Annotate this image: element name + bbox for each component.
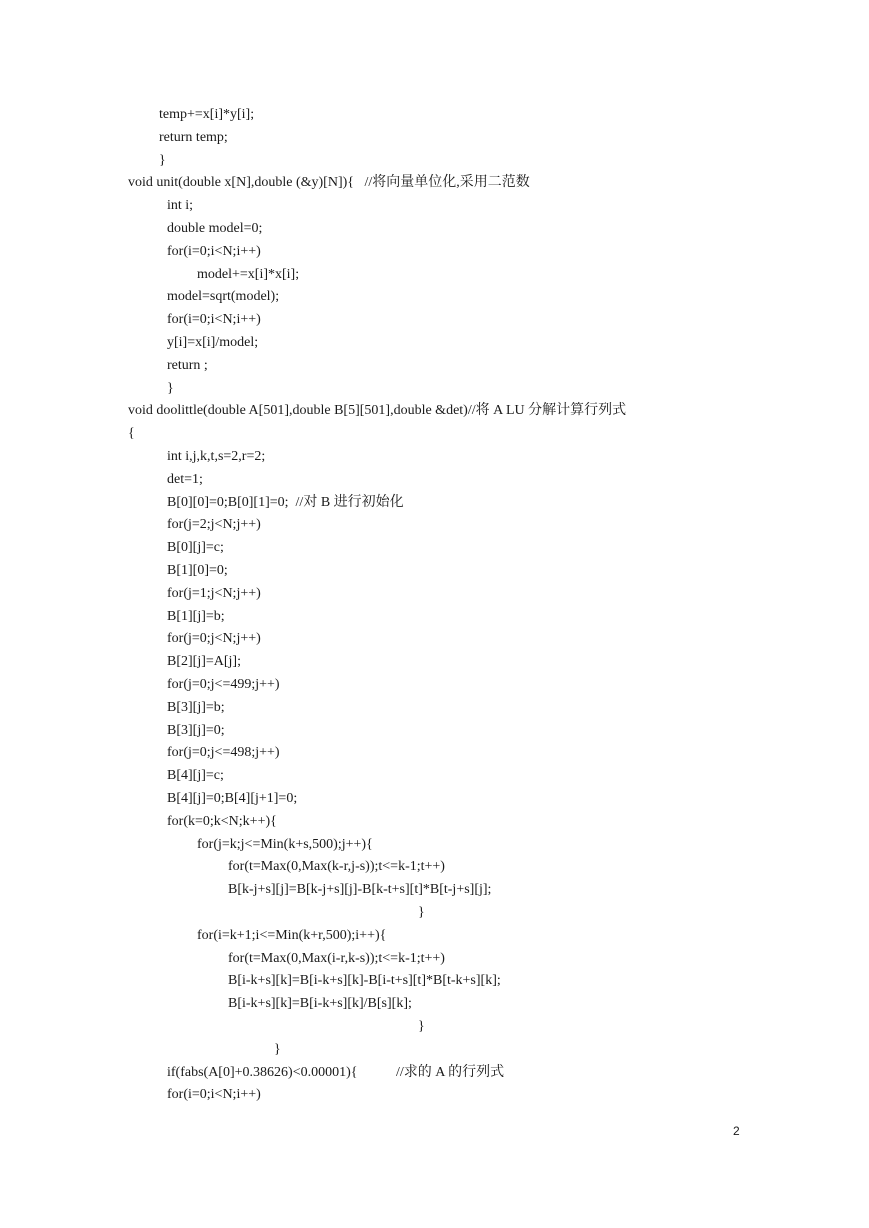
code-line: for(j=k;j<=Min(k+s,500);j++){ (197, 836, 373, 852)
code-line: for(t=Max(0,Max(k-r,j-s));t<=k-1;t++) (228, 859, 445, 875)
code-line: } (167, 380, 174, 396)
code-line: } (418, 905, 425, 920)
code-line: det=1; (167, 471, 203, 487)
code-line: } (274, 1041, 281, 1057)
code-line: model+=x[i]*x[i]; (197, 266, 300, 282)
code-line: B[4][j]=c; (167, 768, 224, 784)
code-line: if(fabs(A[0]+0.38626)<0.00001){ //求的 A 的行列式 (167, 1064, 505, 1080)
code-line: B[0][j]=c; (167, 540, 224, 556)
code-line: int i,j,k,t,s=2,r=2; (167, 449, 266, 464)
code-line: { (128, 426, 135, 442)
code-line: for(i=0;i<N;i++) (167, 1087, 261, 1103)
code-line: for(j=2;j<N;j++) (167, 517, 261, 533)
code-line: B[1][0]=0; (167, 563, 228, 578)
code-line: y[i]=x[i]/model; (167, 335, 259, 350)
code-line: B[1][j]=b; (167, 608, 225, 624)
code-line: return temp; (159, 129, 228, 145)
code-line: } (159, 152, 166, 168)
code-line: B[0][0]=0;B[0][1]=0; //对 B 进行初始化 (167, 494, 404, 510)
code-line: temp+=x[i]*y[i]; (159, 107, 255, 122)
code-line: B[i-k+s][k]=B[i-k+s][k]/B[s][k]; (228, 996, 412, 1012)
code-line: void unit(double x[N],double (&y)[N]){ //将向量单位化,采用二范数 (128, 175, 530, 191)
code-line: for(k=0;k<N;k++){ (167, 813, 277, 829)
code-line: B[i-k+s][k]=B[i-k+s][k]-B[i-t+s][t]*B[t-k+s][k]; (228, 973, 501, 989)
code-line: return ; (167, 357, 208, 373)
code-line: B[4][j]=0;B[4][j+1]=0; (167, 791, 298, 806)
code-line: B[3][j]=b; (167, 699, 225, 715)
code-line: B[k-j+s][j]=B[k-j+s][j]-B[k-t+s][t]*B[t-j+s][j]; (228, 882, 492, 898)
code-line: int i; (167, 198, 194, 214)
code-line: for(i=0;i<N;i++) (167, 243, 261, 259)
code-line: for(t=Max(0,Max(i-r,k-s));t<=k-1;t++) (228, 950, 445, 966)
code-line: double model=0; (167, 221, 263, 236)
code-line: for(i=k+1;i<=Min(k+r,500);i++){ (197, 927, 387, 943)
code-line: B[3][j]=0; (167, 722, 225, 738)
code-line: for(j=0;j<=499;j++) (167, 677, 280, 692)
code-line: for(j=0;j<N;j++) (167, 631, 261, 647)
code-line: for(j=1;j<N;j++) (167, 585, 261, 601)
page-number: 2 (733, 1124, 740, 1138)
code-line: model=sqrt(model); (167, 289, 280, 305)
code-line: B[2][j]=A[j]; (167, 654, 241, 670)
code-line: } (418, 1019, 425, 1034)
code-line: for(j=0;j<=498;j++) (167, 745, 280, 761)
code-line: for(i=0;i<N;i++) (167, 312, 261, 328)
code-line: void doolittle(double A[501],double B[5][501],double &det)//将 A LU 分解计算行列式 (128, 403, 627, 419)
